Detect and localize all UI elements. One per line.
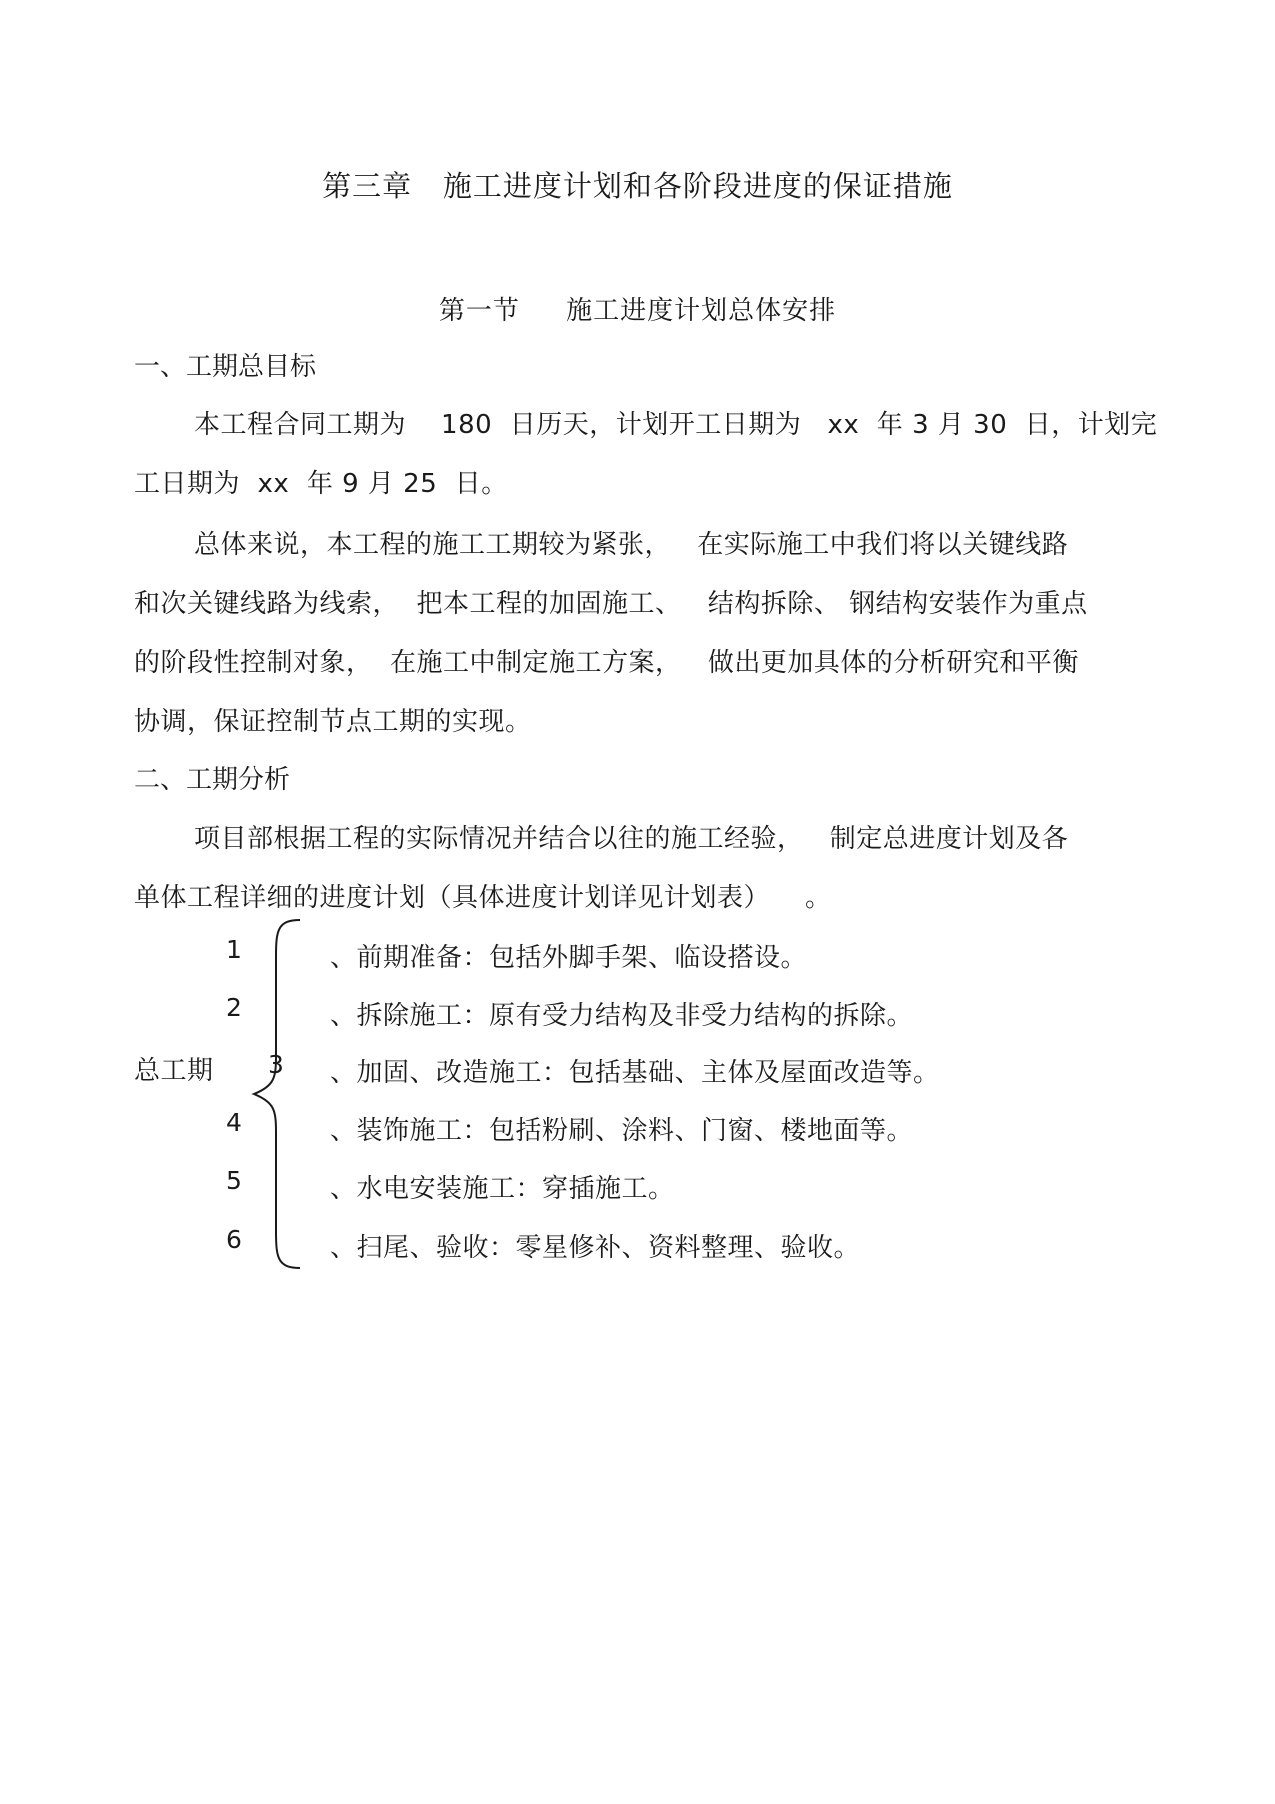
total-period-label: 总工期 [134,1056,214,1086]
stage-number: 5 [226,1166,242,1195]
stage-number: 1 [226,935,242,964]
stage-item-text: 、拆除施工：原有受力结构及非受力结构的拆除。 [330,1001,914,1031]
heading-schedule-analysis: 二、工期分析 [134,765,291,795]
stage-item-text: 、装饰施工：包括粉刷、涂料、门窗、楼地面等。 [330,1116,914,1146]
paragraph-overview-line-4: 协调，保证控制节点工期的实现。 [134,707,532,737]
stage-item-text: 、扫尾、验收：零星修补、资料整理、验收。 [330,1233,861,1263]
paragraph-analysis-line-2: 单体工程详细的进度计划（具体进度计划详见计划表） 。 [134,883,832,913]
stage-number: 3 [268,1050,284,1079]
stage-item-text: 、加固、改造施工：包括基础、主体及屋面改造等。 [330,1058,940,1088]
section-title: 第一节 施工进度计划总体安排 [438,296,837,326]
stage-number: 4 [226,1108,242,1137]
chapter-title: 第三章 施工进度计划和各阶段进度的保证措施 [322,169,953,203]
stage-number: 6 [226,1225,242,1254]
paragraph-overview-line-1: 总体来说，本工程的施工工期较为紧张， 在实际施工中我们将以关键线路 [194,530,1069,560]
stage-item-text: 、水电安装施工：穿插施工。 [330,1174,675,1204]
stage-item-text: 、前期准备：包括外脚手架、临设搭设。 [330,943,808,973]
stage-number: 2 [226,993,242,1022]
heading-schedule-target: 一、工期总目标 [134,352,317,382]
paragraph-analysis-line-1: 项目部根据工程的实际情况并结合以往的施工经验， 制定总进度计划及各 [194,824,1069,854]
paragraph-overview-line-2: 和次关键线路为线索， 把本工程的加固施工、 结构拆除、 钢结构安装作为重点 [134,589,1088,619]
paragraph-contract-period-line-1: 本工程合同工期为 180 日历天，计划开工日期为 xx 年 3 月 30 日，计划完 [194,410,1158,440]
paragraph-contract-period-line-2: 工日期为 xx 年 9 月 25 日。 [134,469,508,499]
paragraph-overview-line-3: 的阶段性控制对象， 在施工中制定施工方案， 做出更加具体的分析研究和平衡 [134,648,1079,678]
curly-brace-icon [248,916,308,1272]
